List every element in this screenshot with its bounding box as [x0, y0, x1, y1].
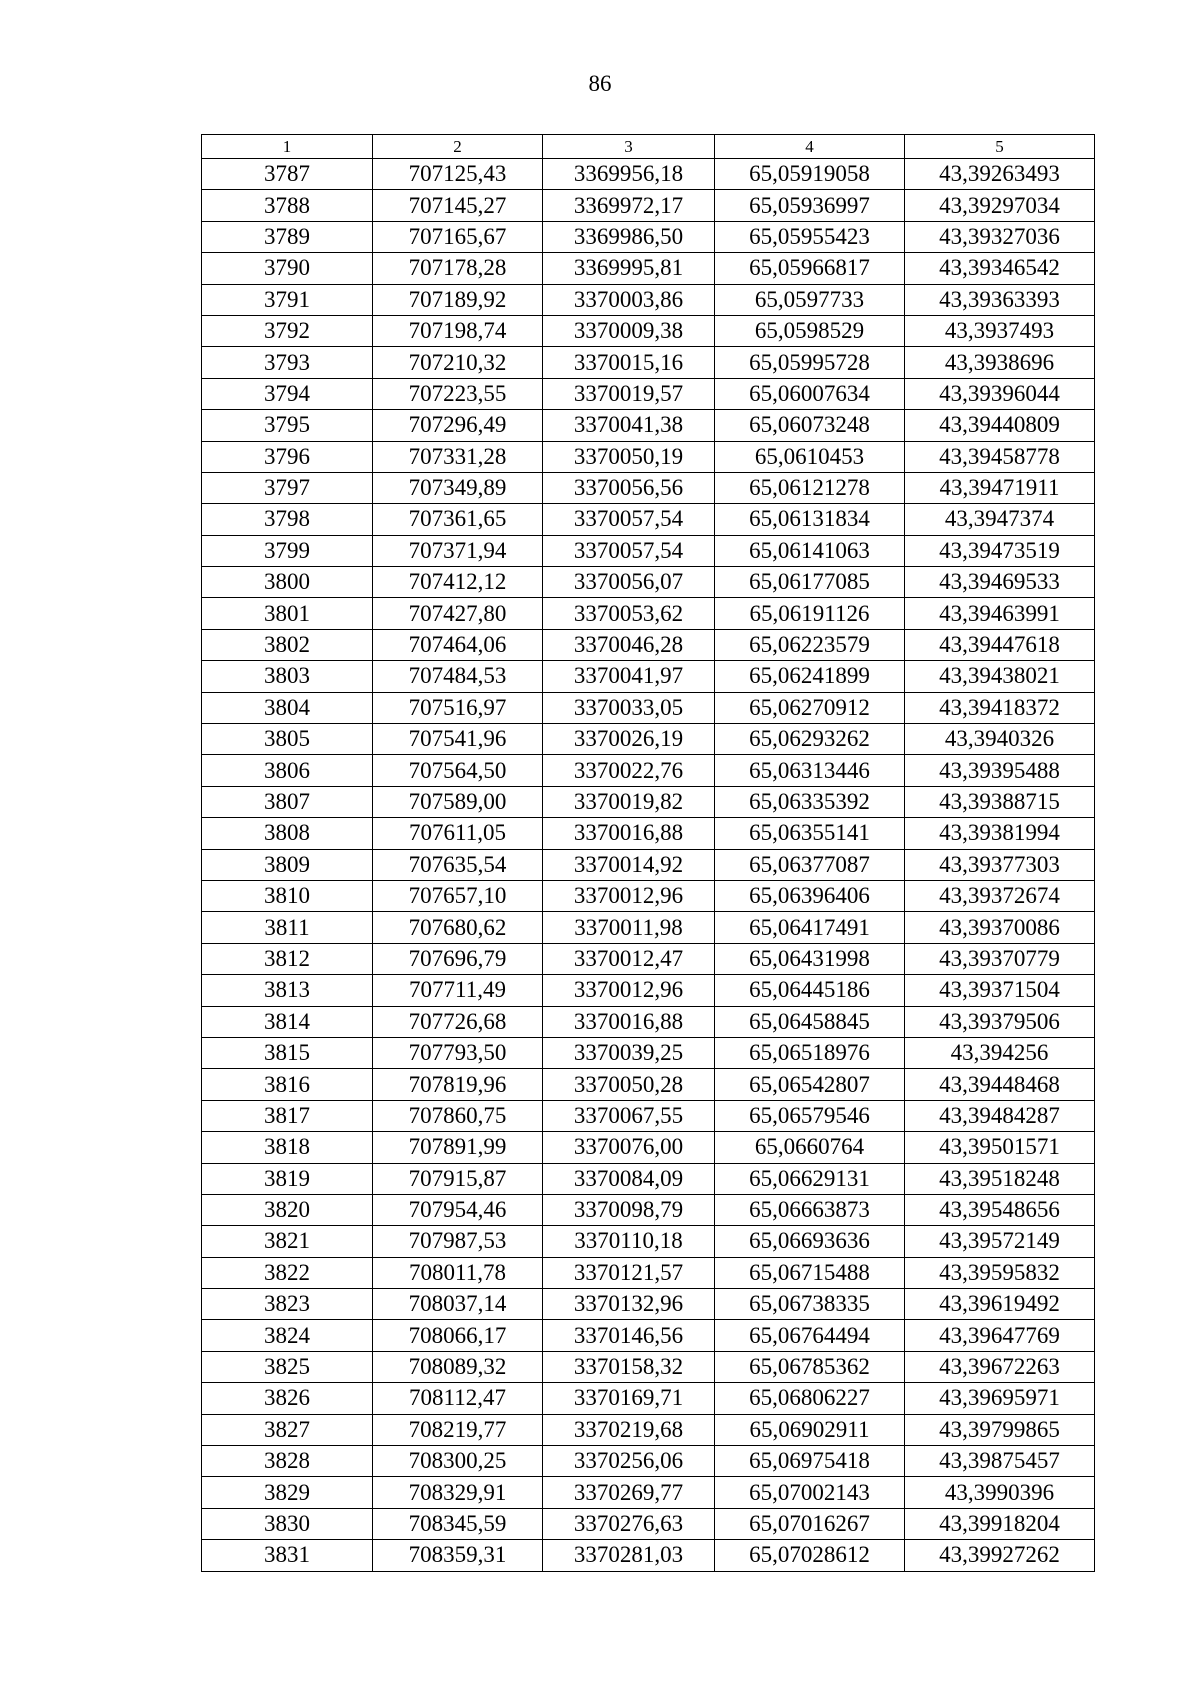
table-cell-col-5: 43,39471911: [905, 472, 1095, 503]
table-row: [202, 253, 1095, 284]
table-cell-col-1: 3790: [202, 253, 373, 284]
table-cell-col-4: 65,06121278: [715, 472, 905, 503]
table-cell-col-5: 43,39418372: [905, 692, 1095, 723]
table-cell-col-4: 65,06445186: [715, 975, 905, 1006]
table-cell-col-2: 707145,27: [373, 190, 543, 221]
table-cell-col-5: 43,39396044: [905, 378, 1095, 409]
table-cell-col-5: 43,3938696: [905, 347, 1095, 378]
table-cell-col-1: 3818: [202, 1132, 373, 1163]
table-cell-col-3: 3370041,38: [543, 410, 715, 441]
table-cell-col-3: 3370269,77: [543, 1477, 715, 1508]
table-cell-col-2: 707711,49: [373, 975, 543, 1006]
table-cell-col-2: 707860,75: [373, 1100, 543, 1131]
table-cell-col-1: 3820: [202, 1194, 373, 1225]
table-cell-col-4: 65,07002143: [715, 1477, 905, 1508]
table-cell-col-5: 43,39377303: [905, 849, 1095, 880]
table-row: [202, 315, 1095, 346]
table-cell-col-4: 65,06458845: [715, 1006, 905, 1037]
table-cell-col-1: 3829: [202, 1477, 373, 1508]
table-cell-col-3: 3370056,07: [543, 567, 715, 598]
table-row: [202, 975, 1095, 1006]
column-header-5: 5: [905, 135, 1095, 159]
table-cell-col-3: 3370158,32: [543, 1351, 715, 1382]
table-row: [202, 1006, 1095, 1037]
table-cell-col-3: 3370169,71: [543, 1383, 715, 1414]
table-cell-col-2: 707165,67: [373, 221, 543, 252]
table-cell-col-3: 3370067,55: [543, 1100, 715, 1131]
table-row: [202, 1414, 1095, 1445]
table-row: [202, 284, 1095, 315]
table-cell-col-1: 3817: [202, 1100, 373, 1131]
table-row: [202, 221, 1095, 252]
table-cell-col-1: 3814: [202, 1006, 373, 1037]
table-cell-col-3: 3370057,54: [543, 504, 715, 535]
table-cell-col-4: 65,0597733: [715, 284, 905, 315]
table-cell-col-1: 3803: [202, 661, 373, 692]
table-cell-col-1: 3827: [202, 1414, 373, 1445]
table-cell-col-4: 65,06241899: [715, 661, 905, 692]
column-header-2: 2: [373, 135, 543, 159]
table-row: [202, 1351, 1095, 1382]
table-row: [202, 159, 1095, 190]
table-cell-col-1: 3805: [202, 724, 373, 755]
table-cell-col-3: 3370121,57: [543, 1257, 715, 1288]
table-cell-col-1: 3808: [202, 818, 373, 849]
table-cell-col-3: 3370022,76: [543, 755, 715, 786]
table-cell-col-4: 65,06764494: [715, 1320, 905, 1351]
table-cell-col-2: 707793,50: [373, 1037, 543, 1068]
table-cell-col-1: 3799: [202, 535, 373, 566]
table-cell-col-5: 43,3937493: [905, 315, 1095, 346]
table-cell-col-2: 707954,46: [373, 1194, 543, 1225]
table-cell-col-2: 707726,68: [373, 1006, 543, 1037]
table-row: [202, 1289, 1095, 1320]
table-row: [202, 598, 1095, 629]
table-cell-col-2: 707427,80: [373, 598, 543, 629]
table-cell-col-2: 707987,53: [373, 1226, 543, 1257]
table-cell-col-1: 3791: [202, 284, 373, 315]
table-cell-col-3: 3369986,50: [543, 221, 715, 252]
table-cell-col-2: 707819,96: [373, 1069, 543, 1100]
table-cell-col-3: 3370019,57: [543, 378, 715, 409]
table-cell-col-1: 3794: [202, 378, 373, 409]
table-cell-col-2: 708345,59: [373, 1508, 543, 1539]
table-row: [202, 441, 1095, 472]
table-cell-col-2: 708359,31: [373, 1540, 543, 1571]
table-cell-col-4: 65,05955423: [715, 221, 905, 252]
table-cell-col-5: 43,39518248: [905, 1163, 1095, 1194]
table-cell-col-3: 3370039,25: [543, 1037, 715, 1068]
table-cell-col-4: 65,06007634: [715, 378, 905, 409]
table-cell-col-3: 3370050,28: [543, 1069, 715, 1100]
table-row: [202, 1163, 1095, 1194]
table-cell-col-3: 3370076,00: [543, 1132, 715, 1163]
table-cell-col-1: 3810: [202, 880, 373, 911]
table-cell-col-1: 3795: [202, 410, 373, 441]
table-row: [202, 1540, 1095, 1571]
table-cell-col-2: 708037,14: [373, 1289, 543, 1320]
table-cell-col-1: 3788: [202, 190, 373, 221]
table-cell-col-2: 707696,79: [373, 943, 543, 974]
table-cell-col-5: 43,39438021: [905, 661, 1095, 692]
table-cell-col-1: 3807: [202, 786, 373, 817]
table-cell-col-5: 43,39695971: [905, 1383, 1095, 1414]
table-cell-col-5: 43,39388715: [905, 786, 1095, 817]
table-cell-col-3: 3370057,54: [543, 535, 715, 566]
table-row: [202, 912, 1095, 943]
table-row: [202, 880, 1095, 911]
table-cell-col-3: 3369995,81: [543, 253, 715, 284]
table-row: [202, 1226, 1095, 1257]
table-cell-col-3: 3370016,88: [543, 818, 715, 849]
table-cell-col-3: 3369956,18: [543, 159, 715, 190]
table-cell-col-5: 43,39875457: [905, 1446, 1095, 1477]
table-cell-col-4: 65,06518976: [715, 1037, 905, 1068]
table-row: [202, 378, 1095, 409]
table-cell-col-2: 707680,62: [373, 912, 543, 943]
table-cell-col-3: 3370098,79: [543, 1194, 715, 1225]
table-cell-col-5: 43,39379506: [905, 1006, 1095, 1037]
table-cell-col-5: 43,39918204: [905, 1508, 1095, 1539]
table-cell-col-1: 3798: [202, 504, 373, 535]
table-cell-col-4: 65,06629131: [715, 1163, 905, 1194]
table-cell-col-5: 43,39346542: [905, 253, 1095, 284]
header-row: [202, 135, 1095, 159]
table-row: [202, 410, 1095, 441]
table-cell-col-2: 707915,87: [373, 1163, 543, 1194]
table-cell-col-1: 3792: [202, 315, 373, 346]
table-cell-col-3: 3370009,38: [543, 315, 715, 346]
page-number: 86: [588, 71, 612, 96]
table-cell-col-4: 65,06141063: [715, 535, 905, 566]
table-row: [202, 190, 1095, 221]
table-cell-col-3: 3370033,05: [543, 692, 715, 723]
table-cell-col-5: 43,3940326: [905, 724, 1095, 755]
table-row: [202, 849, 1095, 880]
column-header-1: 1: [202, 135, 373, 159]
table-cell-col-1: 3793: [202, 347, 373, 378]
table-cell-col-4: 65,05995728: [715, 347, 905, 378]
table-cell-col-5: 43,39548656: [905, 1194, 1095, 1225]
table-cell-col-1: 3831: [202, 1540, 373, 1571]
table-cell-col-2: 707412,12: [373, 567, 543, 598]
table-cell-col-1: 3802: [202, 629, 373, 660]
table-cell-col-2: 707564,50: [373, 755, 543, 786]
table-cell-col-1: 3811: [202, 912, 373, 943]
table-cell-col-5: 43,39647769: [905, 1320, 1095, 1351]
table-cell-col-2: 707371,94: [373, 535, 543, 566]
table-cell-col-4: 65,06377087: [715, 849, 905, 880]
table-row: [202, 1037, 1095, 1068]
table-cell-col-4: 65,06396406: [715, 880, 905, 911]
table-cell-col-3: 3370041,97: [543, 661, 715, 692]
table-cell-col-5: 43,39572149: [905, 1226, 1095, 1257]
table-cell-col-4: 65,07016267: [715, 1508, 905, 1539]
table-cell-col-4: 65,06313446: [715, 755, 905, 786]
table-cell-col-5: 43,39799865: [905, 1414, 1095, 1445]
table-cell-col-2: 707516,97: [373, 692, 543, 723]
table-cell-col-4: 65,06270912: [715, 692, 905, 723]
table-row: [202, 1069, 1095, 1100]
table-cell-col-4: 65,05936997: [715, 190, 905, 221]
table-cell-col-5: 43,3990396: [905, 1477, 1095, 1508]
table-cell-col-1: 3821: [202, 1226, 373, 1257]
table-cell-col-2: 707611,05: [373, 818, 543, 849]
table-cell-col-2: 707331,28: [373, 441, 543, 472]
table-cell-col-2: 707361,65: [373, 504, 543, 535]
table-cell-col-5: 43,3947374: [905, 504, 1095, 535]
table-cell-col-5: 43,39440809: [905, 410, 1095, 441]
table-cell-col-5: 43,39263493: [905, 159, 1095, 190]
table-cell-col-5: 43,394256: [905, 1037, 1095, 1068]
table-cell-col-2: 707349,89: [373, 472, 543, 503]
table-cell-col-3: 3370281,03: [543, 1540, 715, 1571]
table-cell-col-2: 707657,10: [373, 880, 543, 911]
table-row: [202, 347, 1095, 378]
table-cell-col-5: 43,39447618: [905, 629, 1095, 660]
table-cell-col-3: 3370256,06: [543, 1446, 715, 1477]
table-row: [202, 1320, 1095, 1351]
table-cell-col-4: 65,06177085: [715, 567, 905, 598]
table-cell-col-2: 707189,92: [373, 284, 543, 315]
table-cell-col-2: 707635,54: [373, 849, 543, 880]
table-cell-col-3: 3369972,17: [543, 190, 715, 221]
table-cell-col-4: 65,06785362: [715, 1351, 905, 1382]
table-row: [202, 535, 1095, 566]
table-row: [202, 724, 1095, 755]
table-cell-col-2: 708089,32: [373, 1351, 543, 1382]
table-cell-col-3: 3370046,28: [543, 629, 715, 660]
table-cell-col-3: 3370012,96: [543, 880, 715, 911]
table-row: [202, 755, 1095, 786]
table-cell-col-1: 3804: [202, 692, 373, 723]
table-cell-col-1: 3787: [202, 159, 373, 190]
table-cell-col-4: 65,07028612: [715, 1540, 905, 1571]
table-cell-col-2: 707541,96: [373, 724, 543, 755]
table-cell-col-2: 708329,91: [373, 1477, 543, 1508]
table-cell-col-4: 65,06355141: [715, 818, 905, 849]
table-cell-col-3: 3370019,82: [543, 786, 715, 817]
table-cell-col-4: 65,06223579: [715, 629, 905, 660]
table-cell-col-4: 65,05919058: [715, 159, 905, 190]
table-cell-col-3: 3370003,86: [543, 284, 715, 315]
table-cell-col-3: 3370084,09: [543, 1163, 715, 1194]
table-cell-col-4: 65,06663873: [715, 1194, 905, 1225]
table-cell-col-1: 3824: [202, 1320, 373, 1351]
table-cell-col-3: 3370012,96: [543, 975, 715, 1006]
table-cell-col-5: 43,39463991: [905, 598, 1095, 629]
table-cell-col-5: 43,39469533: [905, 567, 1095, 598]
table-cell-col-5: 43,39370086: [905, 912, 1095, 943]
table-cell-col-1: 3819: [202, 1163, 373, 1194]
table-cell-col-3: 3370026,19: [543, 724, 715, 755]
table-cell-col-3: 3370016,88: [543, 1006, 715, 1037]
table-cell-col-5: 43,39619492: [905, 1289, 1095, 1320]
table-row: [202, 1132, 1095, 1163]
table-row: [202, 629, 1095, 660]
table-cell-col-2: 707891,99: [373, 1132, 543, 1163]
table-cell-col-1: 3822: [202, 1257, 373, 1288]
table-cell-col-1: 3801: [202, 598, 373, 629]
table-cell-col-3: 3370146,56: [543, 1320, 715, 1351]
table-cell-col-1: 3806: [202, 755, 373, 786]
table-row: [202, 504, 1095, 535]
table-cell-col-2: 708066,17: [373, 1320, 543, 1351]
table-cell-col-2: 708112,47: [373, 1383, 543, 1414]
table-cell-col-2: 707296,49: [373, 410, 543, 441]
table-cell-col-5: 43,39595832: [905, 1257, 1095, 1288]
table-cell-col-3: 3370011,98: [543, 912, 715, 943]
table-cell-col-5: 43,39297034: [905, 190, 1095, 221]
table-cell-col-5: 43,39395488: [905, 755, 1095, 786]
table-cell-col-5: 43,39381994: [905, 818, 1095, 849]
table-cell-col-4: 65,0610453: [715, 441, 905, 472]
table-cell-col-2: 707125,43: [373, 159, 543, 190]
table-cell-col-5: 43,39448468: [905, 1069, 1095, 1100]
table-cell-col-2: 707178,28: [373, 253, 543, 284]
coordinates-table: [201, 134, 1095, 1572]
table-cell-col-1: 3816: [202, 1069, 373, 1100]
table-cell-col-4: 65,06738335: [715, 1289, 905, 1320]
table-cell-col-2: 707198,74: [373, 315, 543, 346]
table-row: [202, 1100, 1095, 1131]
table-cell-col-4: 65,06431998: [715, 943, 905, 974]
table-cell-col-4: 65,06191126: [715, 598, 905, 629]
column-header-4: 4: [715, 135, 905, 159]
table-row: [202, 472, 1095, 503]
table-cell-col-5: 43,39327036: [905, 221, 1095, 252]
table-cell-col-1: 3825: [202, 1351, 373, 1382]
table-cell-col-4: 65,05966817: [715, 253, 905, 284]
table-cell-col-2: 708219,77: [373, 1414, 543, 1445]
table-cell-col-4: 65,06073248: [715, 410, 905, 441]
table-cell-col-5: 43,39927262: [905, 1540, 1095, 1571]
table-cell-col-4: 65,06293262: [715, 724, 905, 755]
table-cell-col-4: 65,06417491: [715, 912, 905, 943]
table-cell-col-4: 65,06902911: [715, 1414, 905, 1445]
table-cell-col-2: 708011,78: [373, 1257, 543, 1288]
table-cell-col-3: 3370014,92: [543, 849, 715, 880]
table-cell-col-1: 3789: [202, 221, 373, 252]
table-cell-col-5: 43,39458778: [905, 441, 1095, 472]
table-cell-col-4: 65,0598529: [715, 315, 905, 346]
table-cell-col-1: 3826: [202, 1383, 373, 1414]
table-cell-col-3: 3370132,96: [543, 1289, 715, 1320]
table-cell-col-5: 43,39363393: [905, 284, 1095, 315]
table-cell-col-3: 3370110,18: [543, 1226, 715, 1257]
table-cell-col-3: 3370015,16: [543, 347, 715, 378]
table-cell-col-5: 43,39484287: [905, 1100, 1095, 1131]
table-cell-col-4: 65,06542807: [715, 1069, 905, 1100]
table-cell-col-4: 65,06715488: [715, 1257, 905, 1288]
table-cell-col-5: 43,39371504: [905, 975, 1095, 1006]
table-row: [202, 661, 1095, 692]
table-cell-col-5: 43,39370779: [905, 943, 1095, 974]
column-header-3: 3: [543, 135, 715, 159]
table-row: [202, 943, 1095, 974]
table-cell-col-2: 707464,06: [373, 629, 543, 660]
table-header: [202, 135, 1095, 159]
table-cell-col-1: 3828: [202, 1446, 373, 1477]
table-row: [202, 1383, 1095, 1414]
table-row: [202, 567, 1095, 598]
table-cell-col-5: 43,39372674: [905, 880, 1095, 911]
table-cell-col-1: 3812: [202, 943, 373, 974]
table-row: [202, 1194, 1095, 1225]
table-cell-col-4: 65,06693636: [715, 1226, 905, 1257]
table-cell-col-1: 3809: [202, 849, 373, 880]
table-cell-col-1: 3830: [202, 1508, 373, 1539]
table-cell-col-3: 3370056,56: [543, 472, 715, 503]
table-cell-col-4: 65,06335392: [715, 786, 905, 817]
table-row: [202, 1257, 1095, 1288]
table-cell-col-2: 707484,53: [373, 661, 543, 692]
table-cell-col-3: 3370219,68: [543, 1414, 715, 1445]
table-cell-col-5: 43,39672263: [905, 1351, 1095, 1382]
table-cell-col-4: 65,0660764: [715, 1132, 905, 1163]
table-cell-col-4: 65,06975418: [715, 1446, 905, 1477]
table-cell-col-1: 3813: [202, 975, 373, 1006]
table-row: [202, 1508, 1095, 1539]
table-cell-col-1: 3815: [202, 1037, 373, 1068]
table-cell-col-1: 3800: [202, 567, 373, 598]
table-cell-col-1: 3796: [202, 441, 373, 472]
table-cell-col-5: 43,39501571: [905, 1132, 1095, 1163]
table-cell-col-4: 65,06579546: [715, 1100, 905, 1131]
table-body: [202, 159, 1095, 1572]
table-row: [202, 1446, 1095, 1477]
table-cell-col-2: 707589,00: [373, 786, 543, 817]
table-cell-col-2: 708300,25: [373, 1446, 543, 1477]
table-row: [202, 818, 1095, 849]
table-cell-col-2: 707223,55: [373, 378, 543, 409]
table-cell-col-2: 707210,32: [373, 347, 543, 378]
table-row: [202, 1477, 1095, 1508]
table-cell-col-1: 3797: [202, 472, 373, 503]
table-cell-col-3: 3370053,62: [543, 598, 715, 629]
table-cell-col-3: 3370276,63: [543, 1508, 715, 1539]
table-cell-col-1: 3823: [202, 1289, 373, 1320]
table-cell-col-3: 3370012,47: [543, 943, 715, 974]
table-cell-col-4: 65,06131834: [715, 504, 905, 535]
table-cell-col-4: 65,06806227: [715, 1383, 905, 1414]
table-row: [202, 692, 1095, 723]
table-cell-col-3: 3370050,19: [543, 441, 715, 472]
table-cell-col-5: 43,39473519: [905, 535, 1095, 566]
table-row: [202, 786, 1095, 817]
